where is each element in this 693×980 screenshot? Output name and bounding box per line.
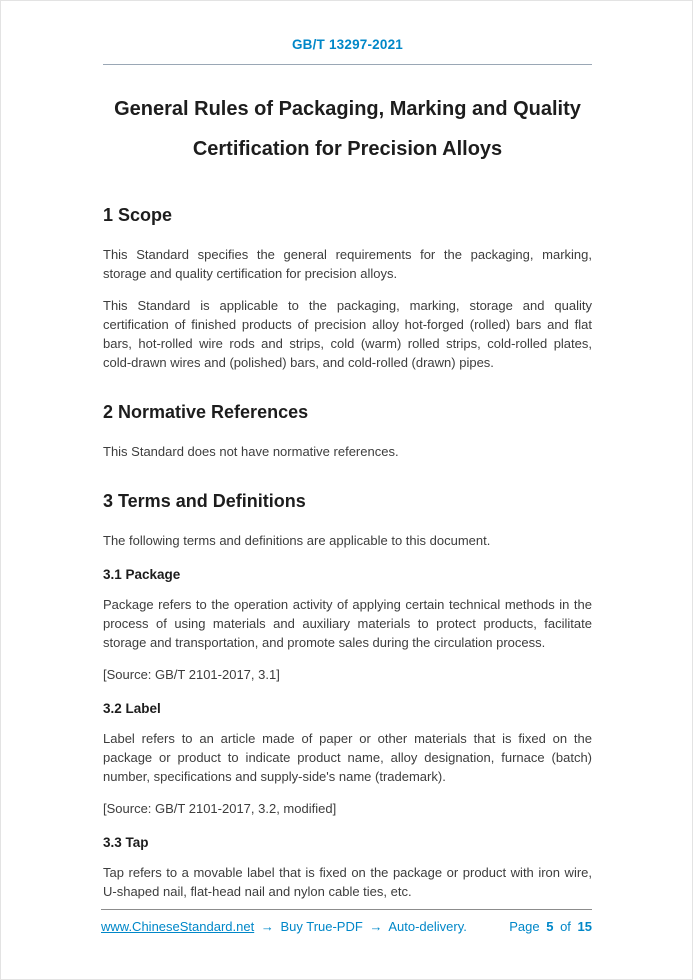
scope-paragraph-1: This Standard specifies the general requirements for the packaging, marking, storage and quality certification for precision alloys. bbox=[103, 247, 592, 281]
title-line-1: General Rules of Packaging, Marking and Quality bbox=[114, 98, 581, 120]
term-3-1-definition: Package refers to the operation activity of applying certain technical methods in the process of using materials and auxiliary materials to protect products, facilitate storage and transportation, and promote sales during the circulation process. bbox=[103, 597, 592, 650]
arrow-right-icon: → bbox=[369, 919, 383, 934]
scope-paragraph-2: This Standard is applicable to the packaging, marking, storage and quality certification of finished products of precision alloy hot-forged (rolled) bars and flat bars, hot-rolled wire rods and strips, cold (warm) rolled strips, cold-rolled plates, cold-drawn wires and (polished) bars, and cold-rolled (drawn) pipes. bbox=[103, 298, 592, 370]
footer-item-auto-delivery: Auto-delivery. bbox=[388, 919, 467, 934]
header-rule bbox=[103, 64, 592, 65]
footer-tagline bbox=[101, 919, 467, 934]
footer-item-buy-pdf: Buy True-PDF bbox=[280, 919, 363, 934]
term-3-2-definition: Label refers to an article made of paper or other materials that is fixed on the package or product to indicate product name, alloy designation, furnace (batch) number, specifications and supply-side's name (trademark). bbox=[103, 731, 592, 784]
term-3-2-source: [Source: GB/T 2101-2017, 3.2, modified] bbox=[103, 801, 337, 816]
section-2-heading: 2 Normative References bbox=[103, 402, 309, 422]
term-3-3-definition: Tap refers to a movable label that is fixed on the package or product with iron wire, U-shaped nail, flat-head nail and nylon cable ties, etc. bbox=[103, 865, 592, 899]
section-3-heading: 3 Terms and Definitions bbox=[103, 491, 306, 511]
term-3-1-heading: 3.1 Package bbox=[103, 567, 181, 582]
document-title bbox=[103, 89, 592, 169]
of-label: of bbox=[560, 919, 571, 934]
title-line-2: Certification for Precision Alloys bbox=[192, 138, 503, 160]
section-1-heading: 1 Scope bbox=[103, 205, 173, 225]
site-link[interactable]: www.ChineseStandard.net bbox=[101, 919, 255, 934]
doc-number: GB/T 13297-2021 bbox=[291, 37, 404, 52]
page-footer bbox=[101, 909, 592, 934]
normative-paragraph: This Standard does not have normative references. bbox=[103, 444, 399, 459]
page-indicator bbox=[506, 919, 592, 934]
page-label: Page bbox=[509, 919, 540, 934]
page-total: 15 bbox=[577, 919, 592, 934]
terms-intro-paragraph: The following terms and definitions are applicable to this document. bbox=[103, 533, 491, 548]
term-3-2-heading: 3.2 Label bbox=[103, 701, 161, 716]
term-3-3-heading: 3.3 Tap bbox=[103, 835, 149, 850]
page-current: 5 bbox=[546, 919, 554, 934]
arrow-right-icon: → bbox=[260, 919, 274, 934]
term-3-1-source: [Source: GB/T 2101-2017, 3.1] bbox=[103, 667, 280, 682]
